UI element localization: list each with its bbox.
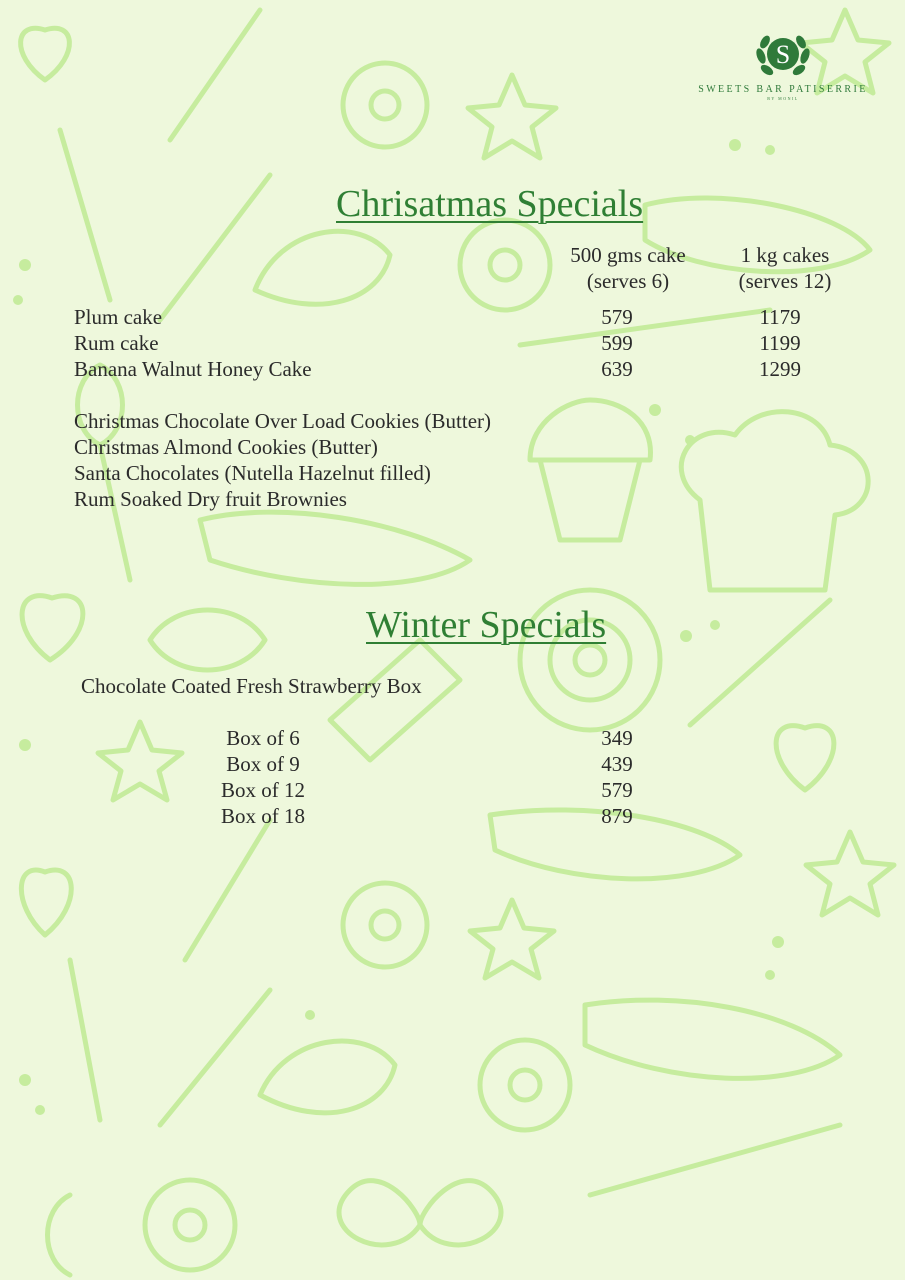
- star-doodle: [468, 75, 556, 158]
- cake-price-1kg: 1179: [759, 305, 801, 329]
- twist-stick-doodle: [160, 990, 270, 1125]
- heart-doodle: [21, 870, 71, 935]
- box-price: 349: [601, 726, 633, 750]
- cake-price-1kg: 1199: [759, 331, 801, 355]
- twist-stick-doodle: [160, 175, 270, 320]
- heart-doodle: [21, 28, 70, 80]
- col-500g-header: 500 gms cake (serves 6): [570, 243, 686, 293]
- croissant-doodle: [255, 231, 390, 304]
- rolling-pin-doodle: [590, 1125, 840, 1195]
- cake-name: Banana Walnut Honey Cake: [74, 357, 312, 381]
- other-item: Christmas Chocolate Over Load Cookies (Butter): [74, 409, 491, 433]
- brand-logo: [692, 26, 874, 101]
- cake-name: Rum cake: [74, 331, 159, 355]
- chef-hat-doodle: [681, 412, 868, 590]
- other-item: Christmas Almond Cookies (Butter): [74, 435, 378, 459]
- star-doodle: [98, 722, 182, 800]
- croissant-doodle: [150, 610, 265, 670]
- star-doodle: [806, 832, 894, 915]
- box-price: 579: [601, 778, 633, 802]
- bun-doodle: [480, 1040, 570, 1130]
- pretzel-doodle: [339, 1181, 501, 1245]
- cake-price-500g: 639: [601, 357, 633, 381]
- brand-name: SWEETS BAR PATISERRIE: [698, 84, 868, 95]
- whisk-doodle: [48, 1195, 71, 1275]
- cake-price-500g: 579: [601, 305, 633, 329]
- christmas-specials-title: Chrisatmas Specials: [336, 183, 644, 225]
- brand-sub: BY MONIL: [767, 96, 799, 101]
- col-1kg-header: 1 kg cakes (serves 12): [738, 243, 832, 293]
- other-item: Santa Chocolates (Nutella Hazelnut filled): [74, 461, 431, 485]
- box-label: Box of 18: [221, 804, 305, 828]
- bun-doodle: [460, 220, 550, 310]
- box-label: Box of 9: [226, 752, 300, 776]
- piping-bag-doodle: [330, 640, 460, 760]
- twist-stick-doodle: [70, 960, 100, 1120]
- braided-loaf-doodle: [200, 512, 470, 584]
- bun-doodle: [343, 63, 427, 147]
- twist-stick-doodle: [690, 600, 830, 725]
- cake-price-500g: 599: [601, 331, 633, 355]
- winter-product-name: Chocolate Coated Fresh Strawberry Box: [81, 674, 422, 698]
- twist-stick-doodle: [185, 820, 270, 960]
- box-price: 439: [601, 752, 633, 776]
- braided-loaf-doodle: [585, 1000, 840, 1078]
- heart-doodle: [776, 726, 834, 790]
- cupcake-doodle: [540, 460, 640, 540]
- box-price: 879: [601, 804, 633, 828]
- twist-stick-doodle: [60, 130, 110, 300]
- bun-doodle: [343, 883, 427, 967]
- star-doodle: [470, 900, 554, 978]
- twist-stick-doodle: [170, 10, 260, 140]
- donut-doodle: [145, 1180, 235, 1270]
- logo-initial: S: [775, 40, 791, 69]
- winter-specials-title: Winter Specials: [366, 604, 607, 646]
- cake-price-1kg: 1299: [759, 357, 801, 381]
- box-label: Box of 12: [221, 778, 305, 802]
- cake-name: Plum cake: [74, 305, 163, 329]
- other-item: Rum Soaked Dry fruit Brownies: [74, 487, 347, 511]
- heart-doodle: [22, 596, 83, 660]
- laurel-wreath-icon: [753, 26, 813, 82]
- box-label: Box of 6: [226, 726, 300, 750]
- croissant-doodle: [260, 1041, 395, 1113]
